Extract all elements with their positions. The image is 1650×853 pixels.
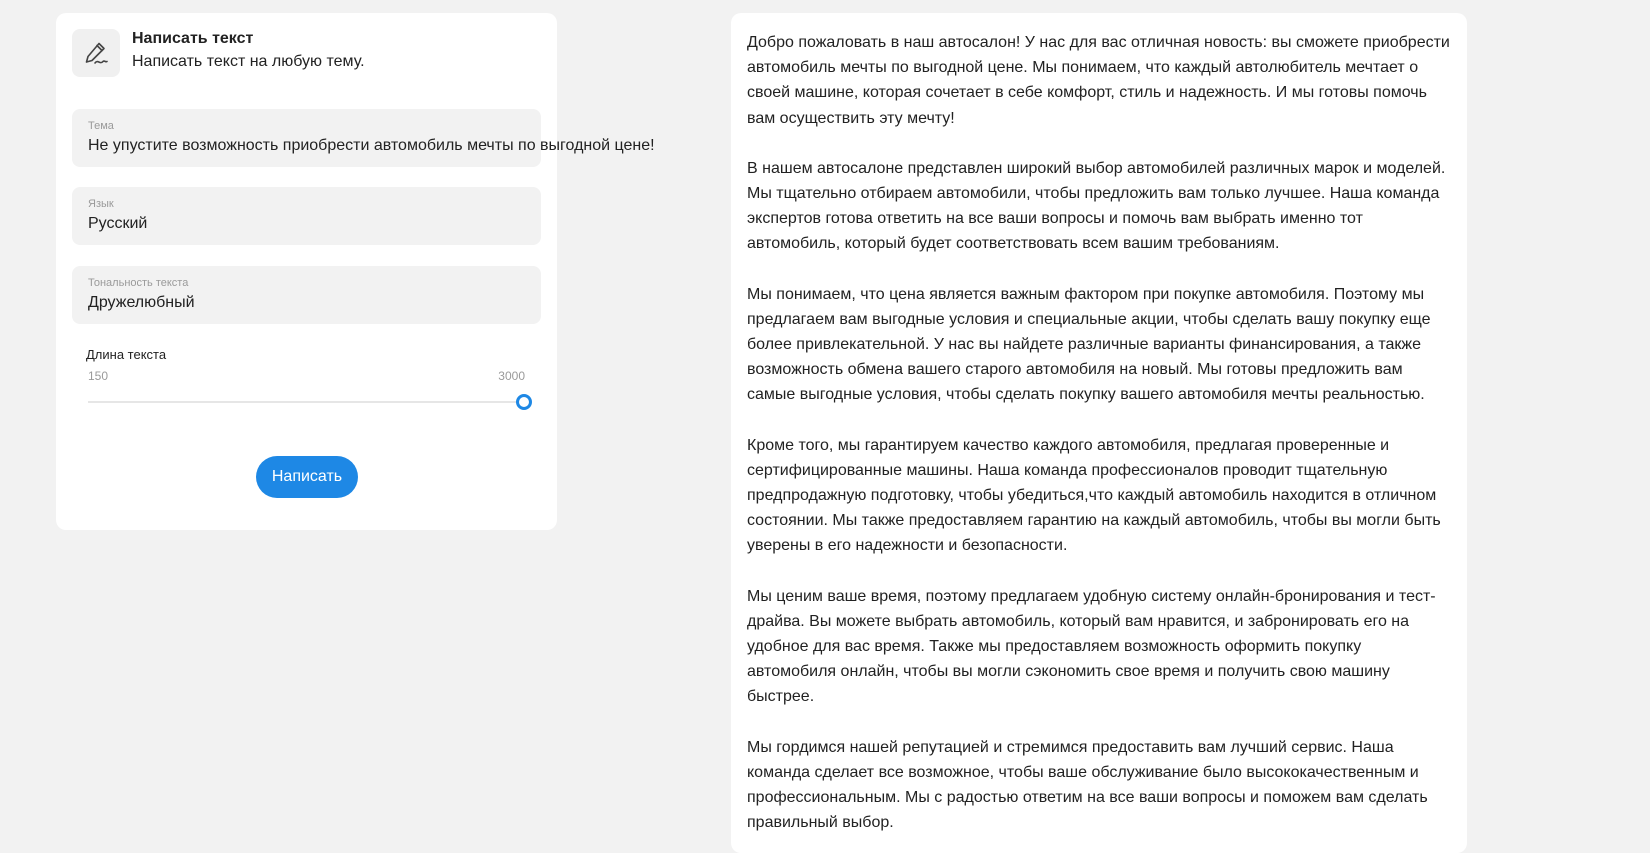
language-value[interactable]: Русский — [88, 215, 148, 232]
length-slider[interactable] — [88, 401, 524, 403]
header-text — [132, 29, 365, 77]
topic-input[interactable]: Не упустите возможность приобрести автомобиль мечты по выгодной цене! — [88, 137, 655, 154]
output-paragraph: Кроме того, мы гарантируем качество каждого автомобиля, предлагая проверенные и сертифицированные машины. Наша команда профессионалов проводит тщательную предпродажную подготовку, чтобы убедиться,что каждый автомобиль находится в отличном состоянии. Мы также предоставляем гарантию на каждый автомобиль, чтобы вы могли быть уверены в его надежности и безопасности. — [747, 436, 1441, 555]
language-label: Язык — [88, 198, 114, 210]
write-button[interactable]: Написать — [256, 456, 358, 498]
length-max-label: 3000 — [498, 369, 525, 383]
output-paragraph: Мы гордимся нашей репутацией и стремимся предоставить вам лучший сервис. Наша команда сделает все возможное, чтобы ваше обслуживание было высококачественным и профессиональным. Мы с радостью ответим на все ваши вопросы и поможем вам сделать правильный выбор. — [747, 738, 1428, 832]
tone-select[interactable] — [72, 266, 541, 324]
length-label: Длина текста — [86, 347, 167, 362]
output-paragraph: Мы ценим ваше время, поэтому предлагаем удобную систему онлайн-бронирования и тест-драйва. Вы можете выбрать автомобиль, который вам нравится, и забронировать его на удобное для вас время. Также мы предоставляем возможность оформить покупку автомобиля онлайн, чтобы вы могли сэкономить свое время и получить свою машину быстрее. — [747, 587, 1436, 706]
topic-field[interactable] — [72, 109, 655, 167]
output-paragraph: Добро пожаловать в наш автосалон! У нас для вас отличная новость: вы сможете приобрести автомобиль мечты по выгодной цене. Мы понимаем, что каждый автолюбитель мечтает о своей машине, которая сочетает в себе комфорт, стиль и надежность. И мы готовы помочь вам осуществить эту мечту! — [747, 34, 1450, 127]
generated-text-panel — [731, 13, 1467, 853]
language-select[interactable] — [72, 187, 541, 245]
tone-label: Тональность текста — [88, 277, 189, 289]
length-min-label: 150 — [88, 369, 109, 383]
tone-value[interactable]: Дружелюбный — [88, 294, 195, 311]
page-subtitle: Написать текст на любую тему. — [132, 53, 365, 70]
form-header — [72, 29, 365, 77]
pen-signature-icon — [72, 29, 120, 77]
length-slider-handle[interactable] — [516, 394, 532, 410]
length-slider-fill — [88, 401, 524, 403]
page-title: Написать текст — [132, 30, 254, 47]
topic-label: Тема — [88, 120, 114, 132]
output-paragraph: Мы понимаем, что цена является важным фактором при покупке автомобиля. Поэтому мы предлагаем вам выгодные условия и специальные акции, чтобы сделать вашу покупку еще более привлекательной. У нас вы найдете различные варианты финансирования, а также возможность обмена вашего старого автомобиля на новый. Мы готовы предложить вам самые выгодные условия, чтобы сделать покупку вашего автомобиля мечты реальностью. — [747, 285, 1431, 404]
output-paragraph: В нашем автосалоне представлен широкий выбор автомобилей различных марок и моделей. Мы тщательно отбираем автомобили, чтобы предложить вам только лучшее. Наша команда экспертов готова ответить на все ваши вопросы и помочь вам выбрать именно тот автомобиль, который будет соответствовать всем вашим требованиям. — [747, 159, 1446, 253]
text-generator-form — [56, 13, 655, 530]
